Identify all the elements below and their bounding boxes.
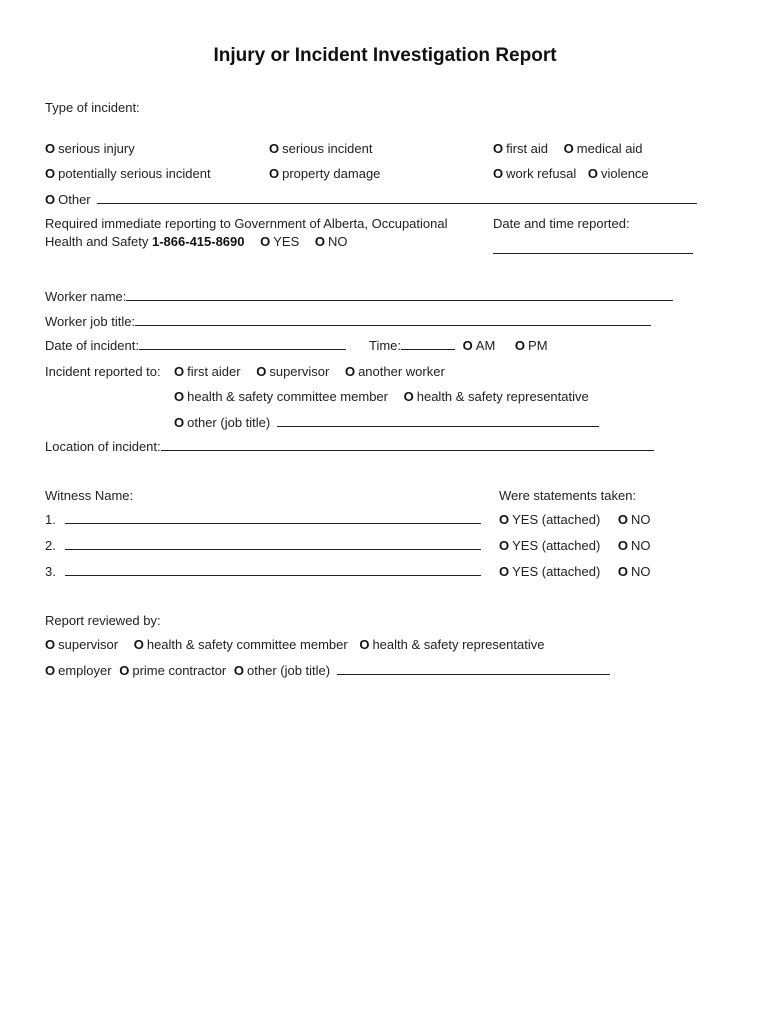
radio-review-other[interactable]: O other (job title): [233, 663, 331, 678]
radio-work-refusal[interactable]: O work refusal: [493, 166, 577, 181]
worker-name-field[interactable]: [126, 289, 673, 301]
other-incident-field[interactable]: [97, 192, 697, 204]
incident-reported-to-label: Incident reported to:: [45, 364, 161, 379]
witness-number: 3.: [45, 564, 56, 579]
radio-icon: O: [314, 234, 326, 249]
radio-reported-hs-committee[interactable]: O health & safety committee member: [174, 389, 388, 404]
radio-icon: O: [563, 141, 574, 156]
radio-statement-no[interactable]: O NO: [617, 538, 651, 553]
type-of-incident-label: Type of incident:: [45, 100, 140, 115]
review-other-job-title-field[interactable]: [337, 663, 610, 675]
radio-icon: O: [269, 166, 280, 181]
witness-statement-row: [499, 512, 651, 528]
radio-icon: O: [256, 364, 267, 379]
statements-taken-label: Were statements taken:: [499, 488, 637, 503]
radio-icon: O: [359, 637, 370, 652]
radio-icon: O: [260, 234, 271, 249]
radio-icon: O: [45, 192, 56, 207]
radio-icon: O: [493, 141, 504, 156]
witness-row: [45, 564, 481, 580]
reported-other-job-title-field[interactable]: [277, 415, 599, 427]
time-field[interactable]: [401, 338, 455, 350]
reported-to-row2: [174, 389, 589, 405]
reporting-line1: Required immediate reporting to Government of Alberta, Occupational: [45, 216, 448, 231]
radio-reporting-yes[interactable]: O YES: [260, 234, 300, 249]
date-time-reported-label: Date and time reported:: [493, 216, 630, 231]
radio-icon: O: [617, 538, 629, 553]
radio-icon: O: [45, 141, 56, 156]
radio-review-hs-committee[interactable]: O health & safety committee member: [133, 637, 348, 652]
radio-icon: O: [344, 364, 356, 379]
radio-icon: O: [493, 166, 504, 181]
radio-potentially-serious-incident[interactable]: O potentially serious incident: [45, 166, 211, 181]
radio-icon: O: [119, 663, 130, 678]
witness-number: 2.: [45, 538, 56, 553]
radio-icon: O: [45, 637, 56, 652]
radio-serious-injury[interactable]: O serious injury: [45, 141, 135, 156]
radio-icon: O: [499, 512, 510, 527]
radio-icon: O: [174, 389, 185, 404]
incident-type-row1-right: [493, 141, 643, 157]
radio-icon: O: [45, 166, 56, 181]
witness-number: 1.: [45, 512, 56, 527]
radio-icon: O: [587, 166, 598, 181]
radio-icon: O: [499, 538, 510, 553]
radio-other-incident[interactable]: O Other: [45, 192, 697, 208]
radio-reported-supervisor[interactable]: O supervisor: [256, 364, 330, 379]
date-time-reported-field[interactable]: [493, 242, 693, 258]
radio-pm[interactable]: O PM: [514, 338, 548, 353]
worker-job-title-label: Worker job title:: [45, 314, 136, 329]
radio-first-aid[interactable]: O first aid: [493, 141, 549, 156]
witness-row: [45, 512, 481, 528]
radio-statement-no[interactable]: O NO: [617, 512, 651, 527]
radio-reported-hs-rep[interactable]: O health & safety representative: [403, 389, 589, 404]
radio-icon: O: [174, 364, 185, 379]
radio-icon: O: [462, 338, 473, 353]
radio-review-employer[interactable]: O employer: [45, 663, 112, 678]
radio-am[interactable]: O AM: [462, 338, 496, 353]
radio-icon: O: [45, 663, 56, 678]
radio-icon: O: [133, 637, 144, 652]
radio-icon: O: [403, 389, 414, 404]
location-label: Location of incident:: [45, 439, 161, 454]
radio-icon: O: [617, 512, 629, 527]
radio-statement-yes[interactable]: O YES (attached): [499, 538, 601, 553]
radio-reporting-no[interactable]: O NO: [314, 234, 348, 249]
incident-type-row2-right: [493, 166, 649, 182]
report-reviewed-by-label: Report reviewed by:: [45, 613, 161, 628]
reported-to-row1: [174, 364, 445, 380]
reporting-line2: Health and Safety 1-866-415-8690 O YES O NO: [45, 234, 348, 249]
witness-row: [45, 538, 481, 554]
date-of-incident-row: [45, 338, 346, 354]
radio-icon: O: [269, 141, 280, 156]
radio-icon: O: [514, 338, 526, 353]
radio-review-supervisor[interactable]: O supervisor: [45, 637, 119, 652]
radio-icon: O: [174, 415, 185, 430]
radio-medical-aid[interactable]: O medical aid: [563, 141, 643, 156]
witness-statement-row: [499, 538, 651, 554]
ohs-phone-number: 1-866-415-8690: [151, 234, 245, 249]
reviewed-by-row1: [45, 637, 544, 653]
reviewed-by-row2: [45, 663, 610, 679]
location-row: [45, 439, 654, 455]
worker-job-title-field[interactable]: [135, 314, 651, 326]
radio-property-damage[interactable]: O property damage: [269, 166, 381, 181]
page-title: Injury or Incident Investigation Report: [213, 45, 557, 66]
witness-name-field[interactable]: [65, 564, 481, 576]
witness-name-field[interactable]: [65, 538, 481, 550]
witness-name-field[interactable]: [65, 512, 481, 524]
radio-review-hs-rep[interactable]: O health & safety representative: [359, 637, 545, 652]
date-of-incident-label: Date of incident:: [45, 338, 139, 353]
radio-statement-yes[interactable]: O YES (attached): [499, 512, 601, 527]
worker-job-title-row: [45, 314, 651, 330]
radio-statement-no[interactable]: O NO: [617, 564, 651, 579]
radio-reported-other[interactable]: O other (job title): [174, 415, 599, 431]
radio-icon: O: [499, 564, 510, 579]
location-field[interactable]: [161, 439, 654, 451]
radio-violence[interactable]: O violence: [587, 166, 649, 181]
worker-name-label: Worker name:: [45, 289, 127, 304]
radio-review-prime-contractor[interactable]: O prime contractor: [119, 663, 227, 678]
radio-icon: O: [617, 564, 629, 579]
radio-reported-first-aider[interactable]: O first aider: [174, 364, 241, 379]
date-of-incident-field[interactable]: [139, 338, 346, 350]
witness-statement-row: [499, 564, 651, 580]
radio-serious-incident[interactable]: O serious incident: [269, 141, 373, 156]
radio-reported-another-worker[interactable]: O another worker: [344, 364, 445, 379]
time-label: Time:: [369, 338, 402, 353]
radio-statement-yes[interactable]: O YES (attached): [499, 564, 601, 579]
worker-name-row: [45, 289, 673, 305]
time-row: [369, 338, 548, 354]
radio-icon: O: [233, 663, 245, 678]
witness-name-label: Witness Name:: [45, 488, 134, 503]
